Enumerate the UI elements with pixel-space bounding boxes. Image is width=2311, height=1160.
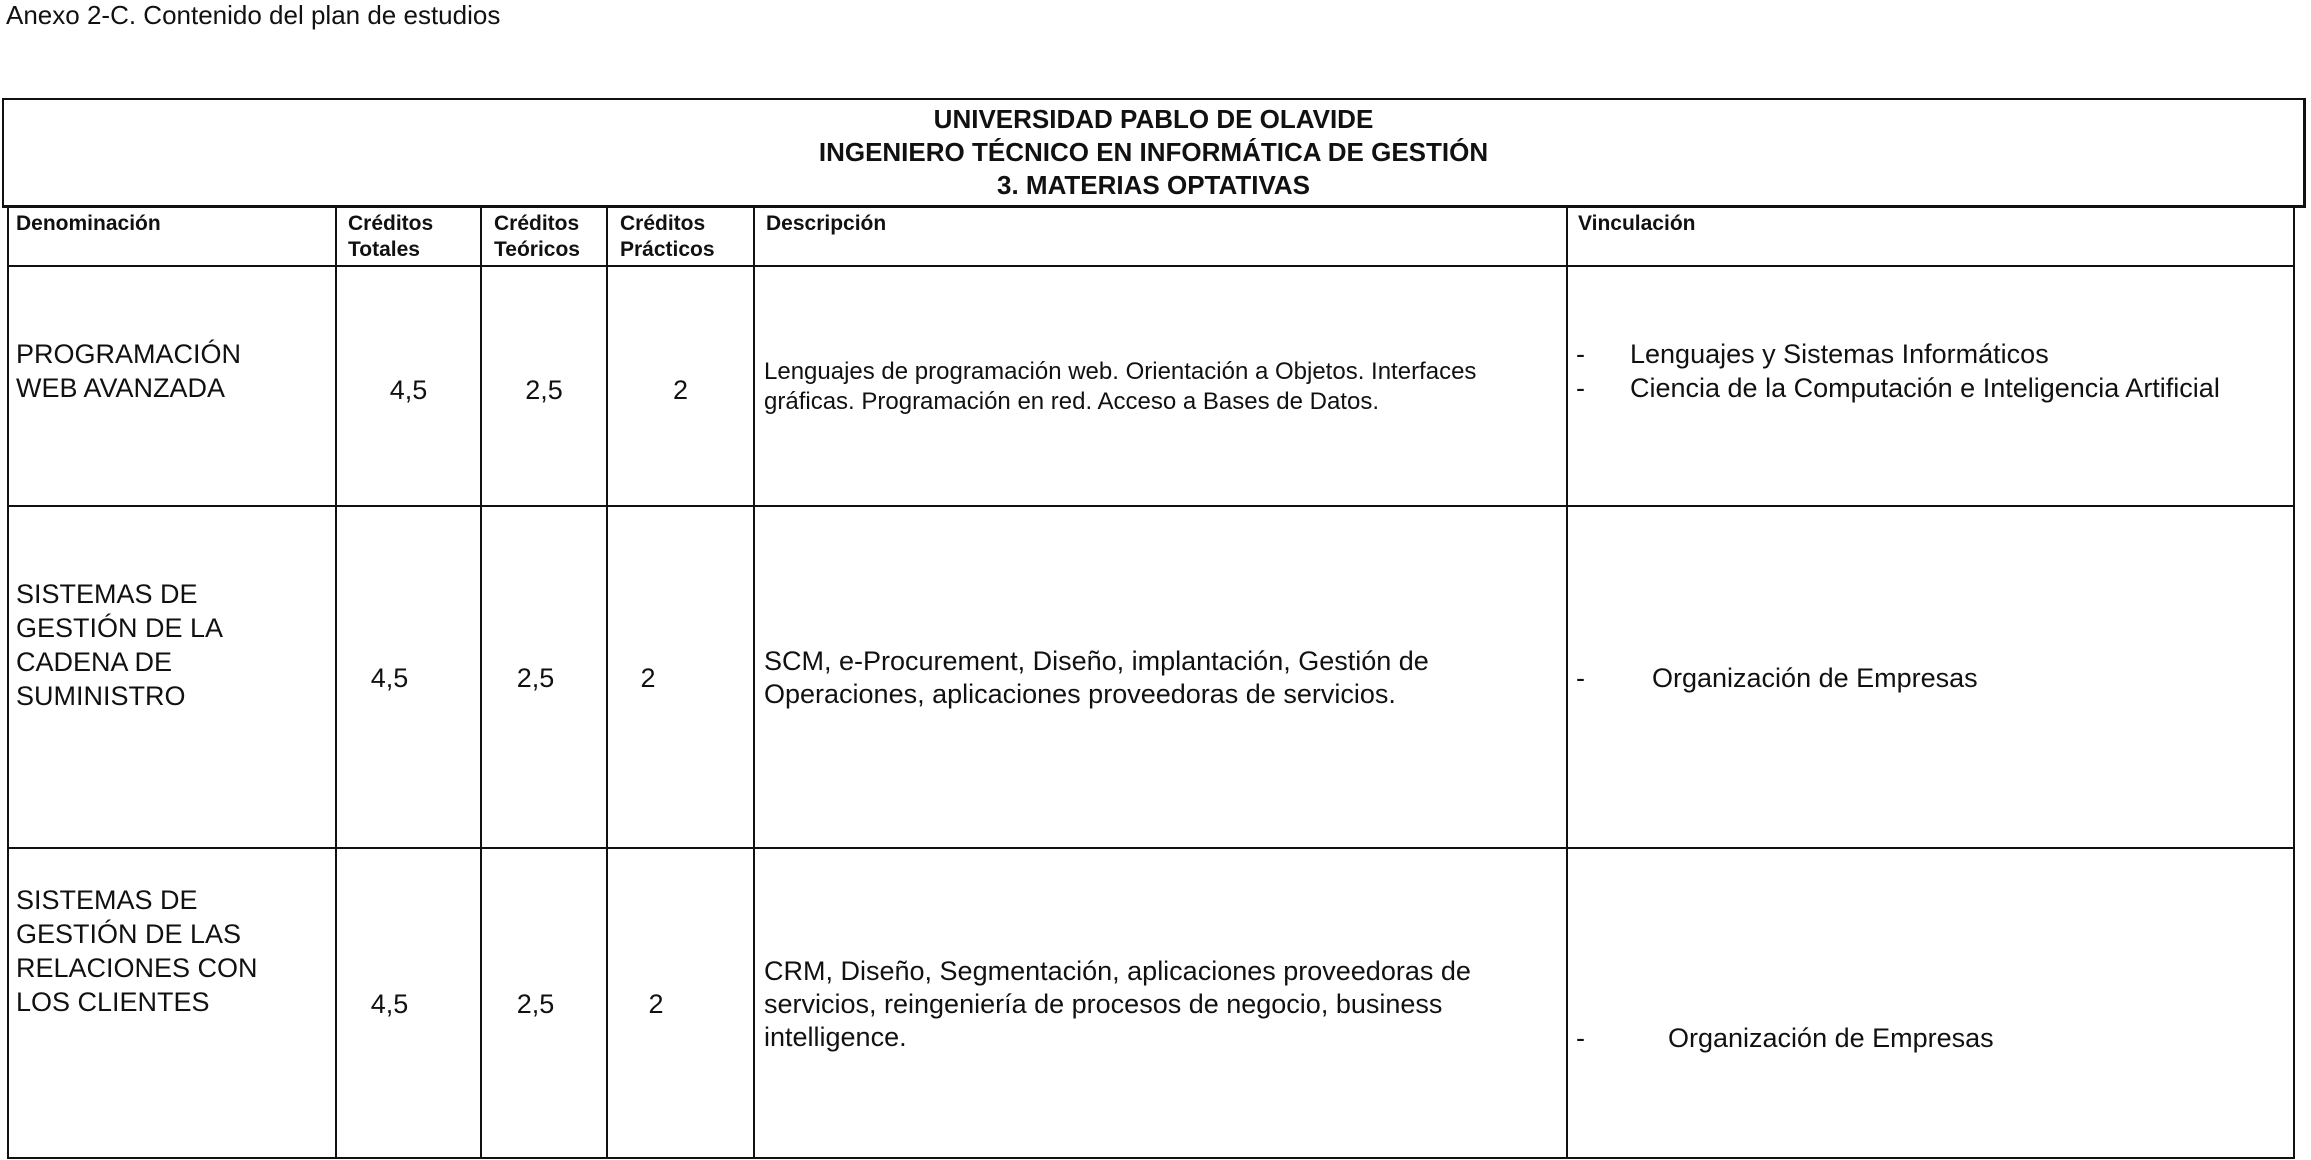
header-row-divider	[7, 265, 2295, 267]
section-title: 3. MATERIAS OPTATIVAS	[997, 170, 1310, 200]
row-descripcion: CRM, Diseño, Segmentación, aplicaciones proveedoras de servicios, reingeniería de procesos de negocio, business intelligence.	[764, 956, 1471, 1052]
row-creditos-practicos: 2	[648, 989, 664, 1019]
row-creditos-practicos: 2	[640, 663, 656, 693]
column-divider	[753, 208, 755, 1159]
row-creditos-totales: 4,5	[370, 663, 409, 693]
university-title: UNIVERSIDAD PABLO DE OLAVIDE	[933, 104, 1374, 134]
table-border-left	[7, 208, 9, 1159]
list-bullet: -	[1576, 339, 1585, 369]
row-vinculacion	[1576, 661, 2291, 695]
table-title-block	[2, 98, 2306, 208]
row-vinculacion	[1576, 1021, 2291, 1055]
degree-title: INGENIERO TÉCNICO EN INFORMÁTICA DE GESTIÓN	[818, 137, 1489, 167]
table-border-right	[2293, 208, 2295, 1159]
row-creditos-teoricos: 2,5	[525, 375, 563, 405]
table-border-bottom	[7, 1157, 2295, 1159]
vinculacion-text: Ciencia de la Computación e Inteligencia Artificial	[1630, 373, 2220, 403]
row-denominacion: PROGRAMACIÓN WEB AVANZADA	[16, 339, 242, 403]
row-descripcion: Lenguajes de programación web. Orientación a Objetos. Interfaces gráficas. Programación en red. Acceso a Bases de Datos.	[764, 358, 1477, 415]
row-creditos-teoricos: 2,5	[516, 663, 555, 693]
column-header-denominacion: Denominación	[16, 212, 161, 235]
column-header-creditos-practicos: Créditos Prácticos	[620, 212, 715, 261]
row-denominacion: SISTEMAS DE GESTIÓN DE LAS RELACIONES CON LOS CLIENTES	[16, 885, 258, 1017]
row-creditos-teoricos: 2,5	[516, 989, 555, 1019]
vinculacion-item	[1576, 371, 2291, 405]
row-divider	[7, 847, 2295, 849]
vinculacion-text: Organización de Empresas	[1668, 1023, 1994, 1053]
vinculacion-text: Lenguajes y Sistemas Informáticos	[1630, 339, 2049, 369]
column-header-creditos-totales: Créditos Totales	[348, 212, 434, 261]
page-header: Anexo 2-C. Contenido del plan de estudios	[6, 0, 501, 30]
column-divider	[1566, 208, 1568, 1159]
row-denominacion: SISTEMAS DE GESTIÓN DE LA CADENA DE SUMINISTRO	[16, 579, 224, 711]
row-creditos-practicos: 2	[672, 375, 689, 405]
column-header-creditos-teoricos: Créditos Teóricos	[494, 212, 580, 261]
list-bullet: -	[1576, 1023, 1585, 1053]
column-header-descripcion: Descripción	[766, 212, 887, 235]
row-descripcion: SCM, e-Procurement, Diseño, implantación, Gestión de Operaciones, aplicaciones proveedoras de servicios.	[764, 646, 1429, 709]
column-header-vinculacion: Vinculación	[1578, 212, 1696, 235]
row-divider	[7, 505, 2295, 507]
row-creditos-totales: 4,5	[389, 375, 428, 405]
list-bullet: -	[1576, 663, 1585, 693]
row-vinculacion	[1576, 337, 2291, 409]
list-bullet: -	[1576, 373, 1585, 403]
row-creditos-totales: 4,5	[370, 989, 409, 1019]
vinculacion-item	[1576, 337, 2291, 371]
vinculacion-text: Organización de Empresas	[1652, 663, 1978, 693]
